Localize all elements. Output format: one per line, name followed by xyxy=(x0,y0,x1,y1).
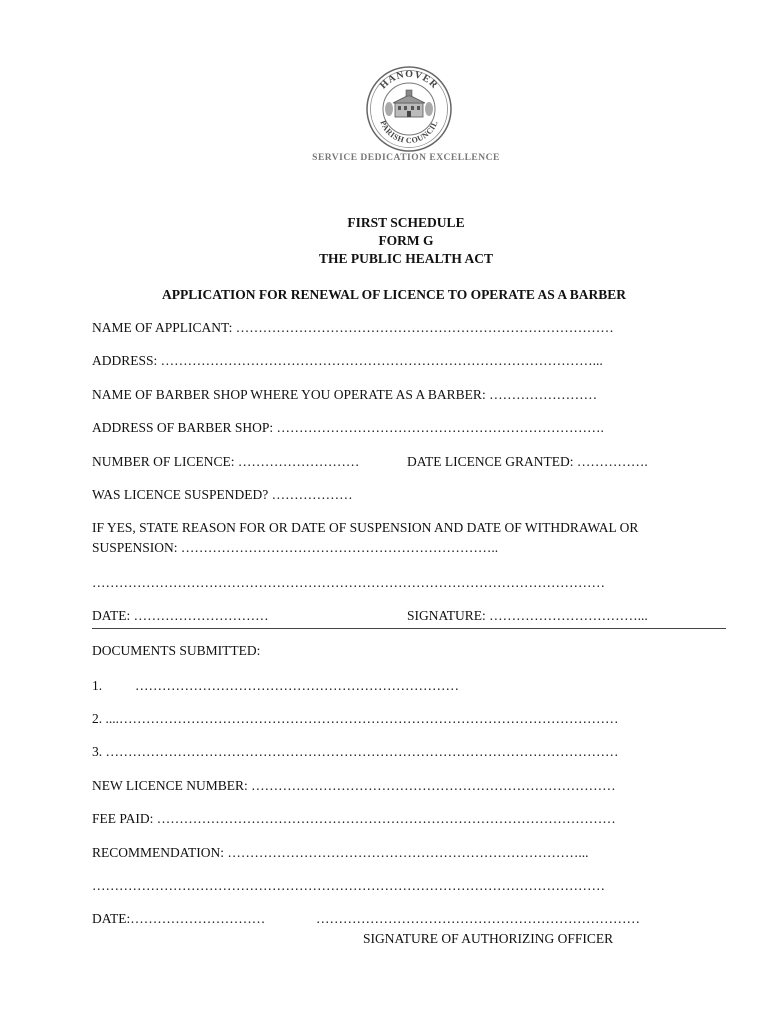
suspension-field[interactable]: SUSPENSION: …………………………………………………………….. xyxy=(92,540,499,555)
address-field[interactable]: ADDRESS: ……………………………………………………………………………………... xyxy=(92,353,603,368)
officer-signature-label: SIGNATURE OF AUTHORIZING OFFICER xyxy=(363,931,614,946)
document-1-number: 1. xyxy=(92,678,103,693)
document-2-field[interactable]: 2. ....………………………………………………………………………………………………… xyxy=(92,711,619,726)
recommendation-field[interactable]: RECOMMENDATION: ……………………………………………………………………... xyxy=(92,845,589,860)
hanover-parish-council-seal xyxy=(365,65,453,153)
schedule-heading: FIRST SCHEDULE xyxy=(347,215,465,230)
section-divider xyxy=(92,628,726,629)
svg-text:HANOVER: HANOVER xyxy=(377,68,441,92)
officer-signature-field[interactable]: ……………………………………………………………… xyxy=(316,911,640,926)
document-3-field[interactable]: 3. …………………………………………………………………………………………………… xyxy=(92,744,619,759)
signature-field[interactable]: SIGNATURE: ……………………………... xyxy=(407,608,648,623)
svg-text:PARISH COUNCIL: PARISH COUNCIL xyxy=(378,119,440,146)
seal-tagline: SERVICE DEDICATION EXCELLENCE xyxy=(312,153,500,163)
recommendation-continuation-line[interactable]: …………………………………………………………………………………………………… xyxy=(92,878,605,893)
was-suspended-field[interactable]: WAS LICENCE SUSPENDED? ……………… xyxy=(92,487,353,502)
number-of-licence-field[interactable]: NUMBER OF LICENCE: ……………………… xyxy=(92,454,360,469)
documents-submitted-label: DOCUMENTS SUBMITTED: xyxy=(92,643,261,658)
form-heading: FORM G xyxy=(378,233,434,248)
barber-shop-address-field[interactable]: ADDRESS OF BARBER SHOP: ………………………………………………………………. xyxy=(92,420,604,435)
act-heading: THE PUBLIC HEALTH ACT xyxy=(319,251,493,266)
form-title: APPLICATION FOR RENEWAL OF LICENCE TO OPERATE AS A BARBER xyxy=(162,287,626,302)
new-licence-number-field[interactable]: NEW LICENCE NUMBER: ……………………………………………………………………… xyxy=(92,778,616,793)
blank-continuation-line[interactable]: …………………………………………………………………………………………………… xyxy=(92,575,605,590)
officer-date-field[interactable]: DATE:………………………… xyxy=(92,911,266,926)
date-licence-granted-field[interactable]: DATE LICENCE GRANTED: ……………. xyxy=(407,454,648,469)
suspension-reason-prompt: IF YES, STATE REASON FOR OR DATE OF SUSPENSION AND DATE OF WITHDRAWAL OR xyxy=(92,520,639,535)
date-field[interactable]: DATE: ………………………… xyxy=(92,608,269,623)
name-of-applicant-field[interactable]: NAME OF APPLICANT: ………………………………………………………………………… xyxy=(92,320,614,335)
barber-shop-name-field[interactable]: NAME OF BARBER SHOP WHERE YOU OPERATE AS A BARBER: …………………… xyxy=(92,387,598,402)
fee-paid-field[interactable]: FEE PAID: ………………………………………………………………………………………… xyxy=(92,811,616,826)
document-1-field[interactable]: ……………………………………………………………… xyxy=(135,678,459,693)
